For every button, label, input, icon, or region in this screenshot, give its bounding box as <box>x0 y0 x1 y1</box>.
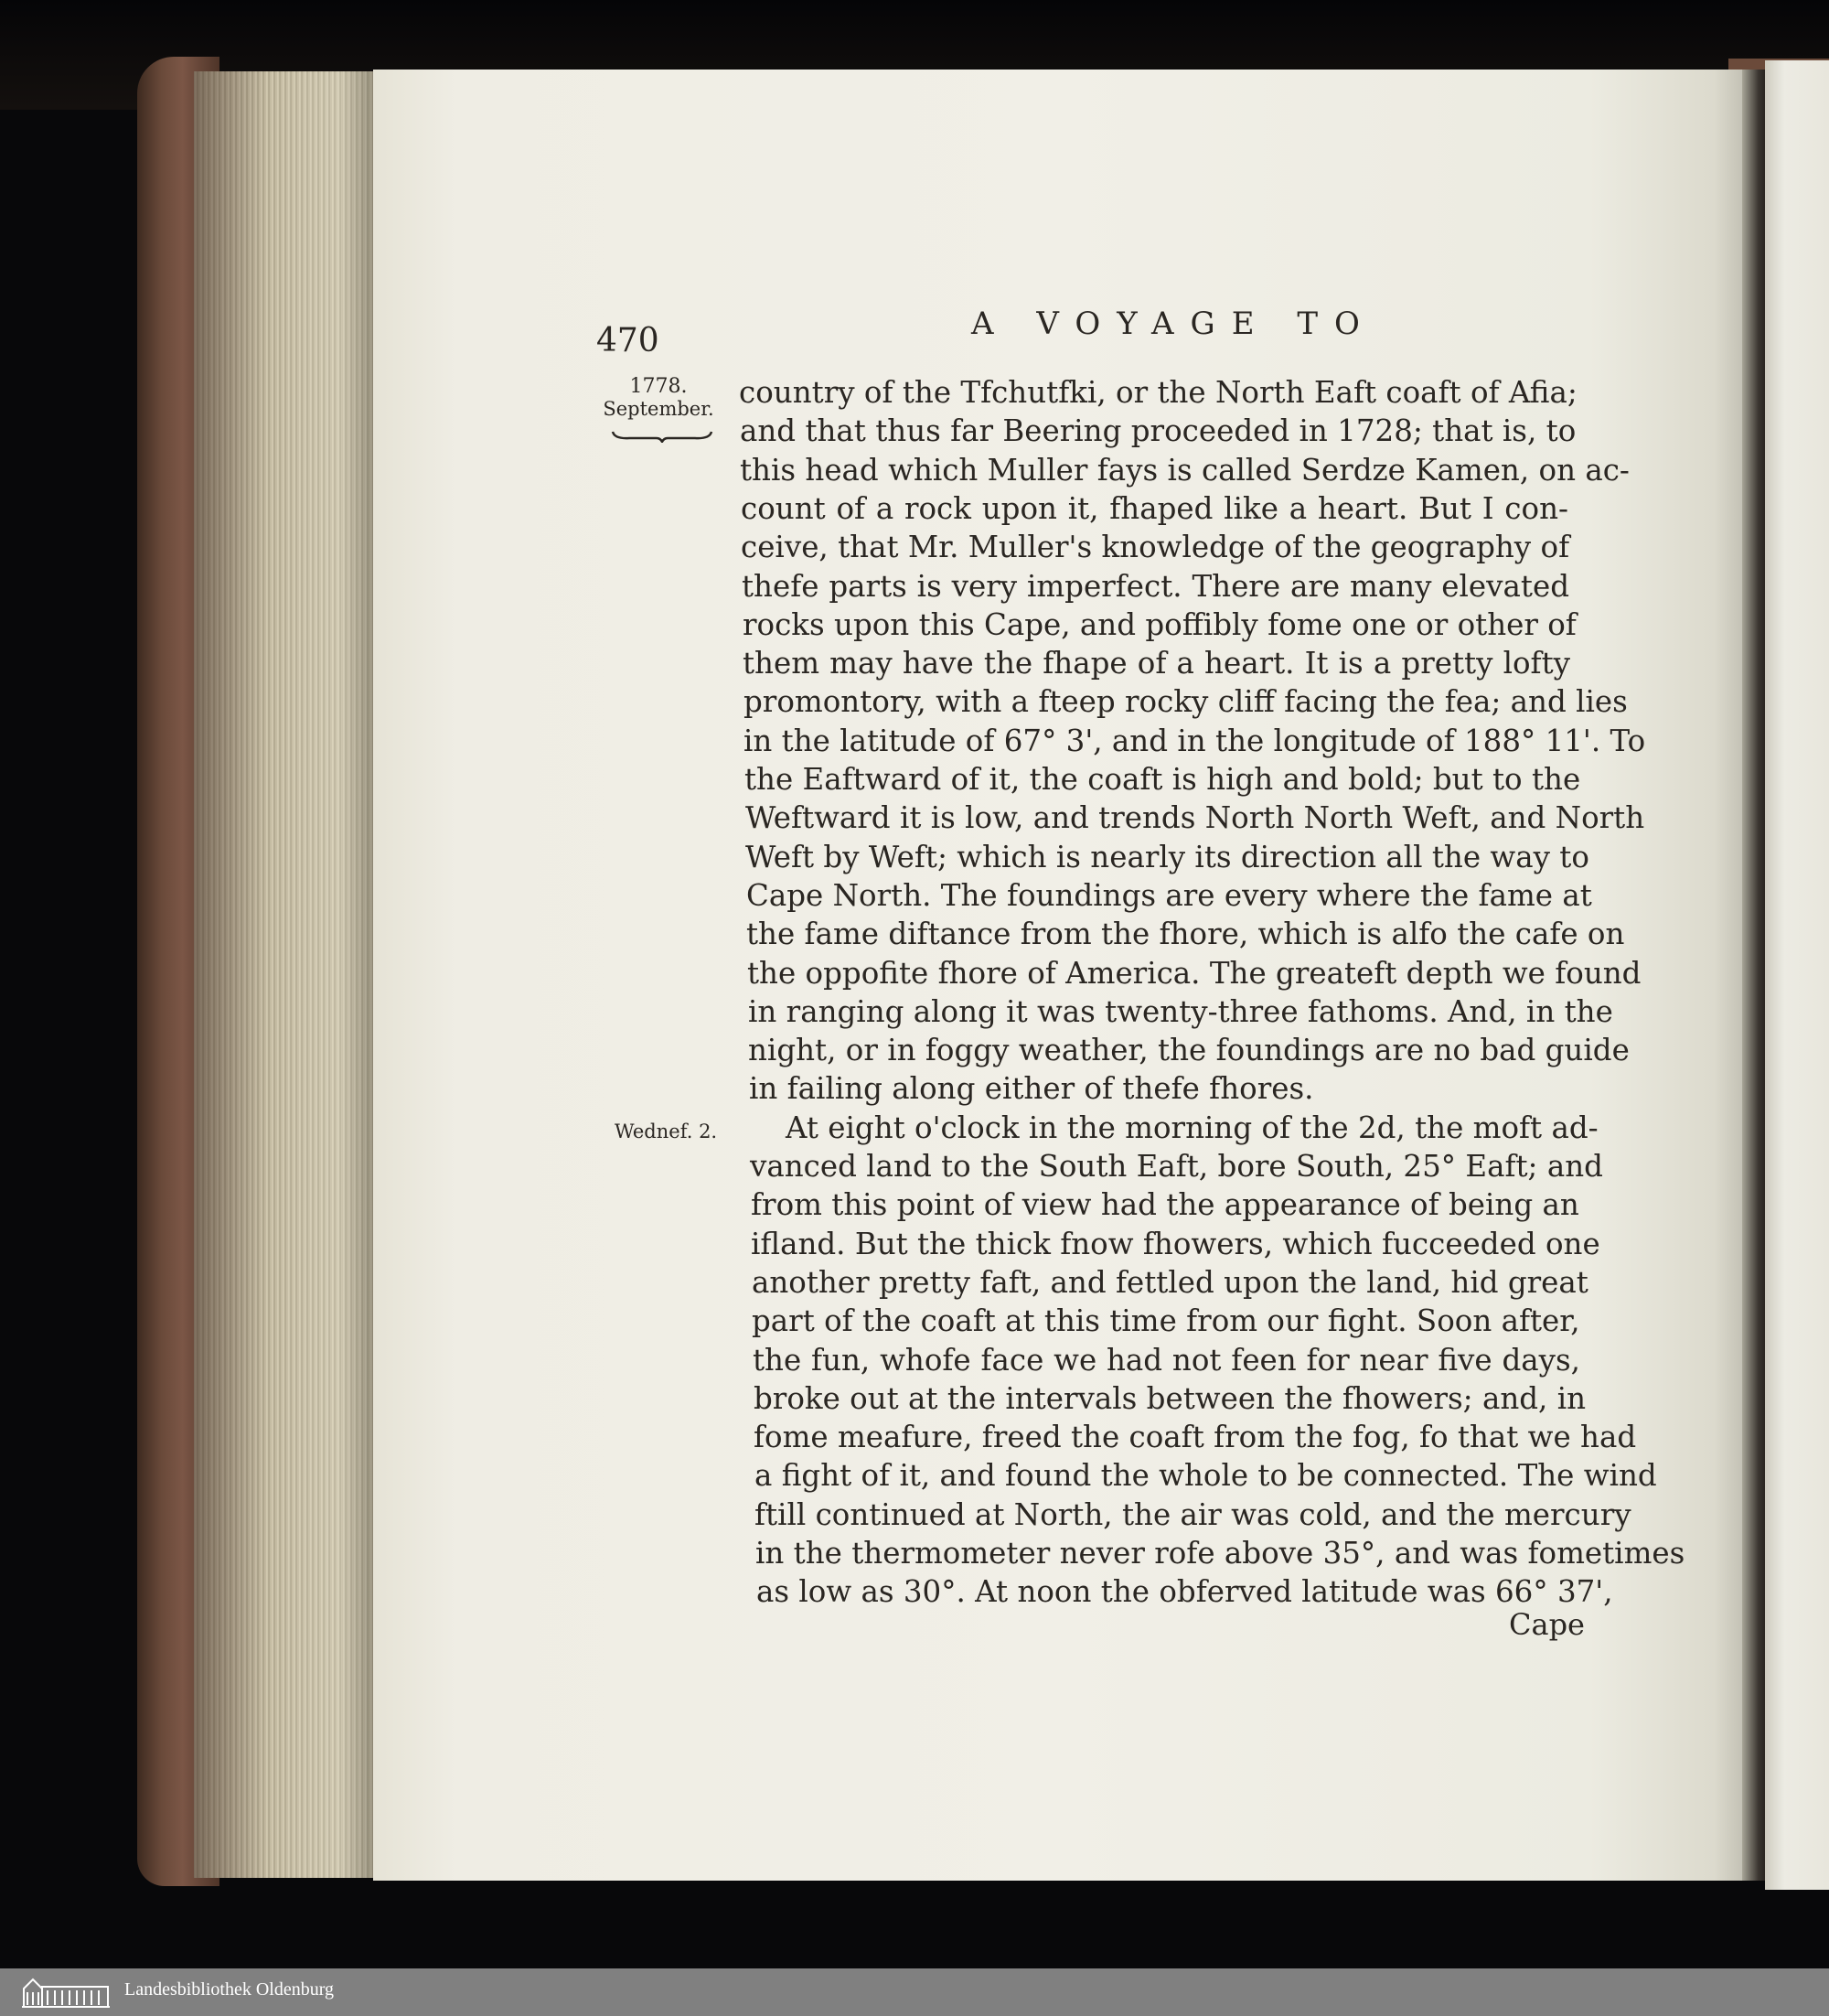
text-line: in the latitude of 67° 3', and in the longitude of 188° 11'. To <box>743 724 1646 758</box>
text-line: At eight o'clock in the morning of the 2d, the moft ad- <box>786 1110 1599 1145</box>
text-line: Weft by Weft; which is nearly its direction all the way to <box>745 840 1589 874</box>
text-line: the Eaftward of it, the coaft is high and bold; but to the <box>744 762 1581 797</box>
library-logo-icon <box>20 1974 112 2011</box>
page-number: 470 <box>596 322 659 359</box>
text-line: in failing along either of thefe fhores. <box>749 1071 1314 1106</box>
catchword: Cape <box>1509 1607 1585 1642</box>
text-line: vanced land to the South Eaft, bore South, 25° Eaft; and <box>750 1149 1603 1184</box>
text-line: a fight of it, and found the whole to be connected. The wind <box>754 1458 1657 1493</box>
text-line: country of the Tfchutfki, or the North Eaft coaft of Afia; <box>739 375 1578 410</box>
text-line: promontory, with a fteep rocky cliff facing the fea; and lies <box>743 684 1628 719</box>
text-line: rocks upon this Cape, and poffibly fome one or other of <box>743 607 1577 642</box>
text-line: part of the coaft at this time from our fight. Soon after, <box>752 1303 1580 1338</box>
text-line: night, or in foggy weather, the foundings are no bad guide <box>748 1033 1630 1067</box>
text-line: ceive, that Mr. Muller's knowledge of the geography of <box>741 530 1570 564</box>
text-line: broke out at the intervals between the fhowers; and, in <box>754 1381 1587 1416</box>
text-line: the fame diftance from the fhore, which is alfo the cafe on <box>746 917 1625 951</box>
text-line: Cape North. The foundings are every where the fame at <box>746 878 1592 913</box>
text-line: in the thermometer never rofe above 35°, and was fometimes <box>755 1536 1685 1571</box>
footer-library-name: Landesbibliothek Oldenburg <box>124 1979 335 2000</box>
text-line: ifland. But the thick fnow fhowers, which fucceeded one <box>751 1227 1600 1261</box>
text-line: as low as 30°. At noon the obferved latitude was 66° 37', <box>756 1574 1613 1609</box>
text-line: and that thus far Beering proceeded in 1728; that is, to <box>740 413 1577 448</box>
text-line: count of a rock upon it, fhaped like a heart. But I con- <box>741 491 1568 526</box>
margin-day-note: Wednef. 2. <box>615 1121 718 1142</box>
text-line: another pretty faft, and fettled upon the land, hid great <box>752 1265 1588 1300</box>
text-line: the fun, whofe face we had not feen for near five days, <box>753 1343 1580 1378</box>
margin-brace <box>611 430 713 443</box>
facing-page-edge <box>1765 60 1829 1890</box>
page-edges-shade <box>194 71 377 1878</box>
text-line: the oppofite fhore of America. The greateft depth we found <box>747 956 1642 991</box>
text-line: this head which Muller fays is called Serdze Kamen, on ac- <box>740 453 1630 488</box>
margin-month: September. <box>603 398 714 420</box>
text-line: thefe parts is very imperfect. There are many elevated <box>742 569 1569 604</box>
text-line: Weftward it is low, and trends North North Weft, and North <box>745 800 1645 835</box>
text-line: from this point of view had the appearance of being an <box>751 1187 1579 1222</box>
text-line: them may have the fhape of a heart. It is a pretty lofty <box>743 646 1570 681</box>
margin-date <box>594 375 722 420</box>
text-line: in ranging along it was twenty-three fathoms. And, in the <box>748 994 1613 1029</box>
text-line: fome meafure, freed the coaft from the fog, fo that we had <box>754 1420 1637 1454</box>
margin-year: 1778. <box>629 375 688 398</box>
text-line: ftill continued at North, the air was cold, and the mercury <box>754 1497 1631 1532</box>
running-title: A VOYAGE TO <box>971 306 1376 342</box>
